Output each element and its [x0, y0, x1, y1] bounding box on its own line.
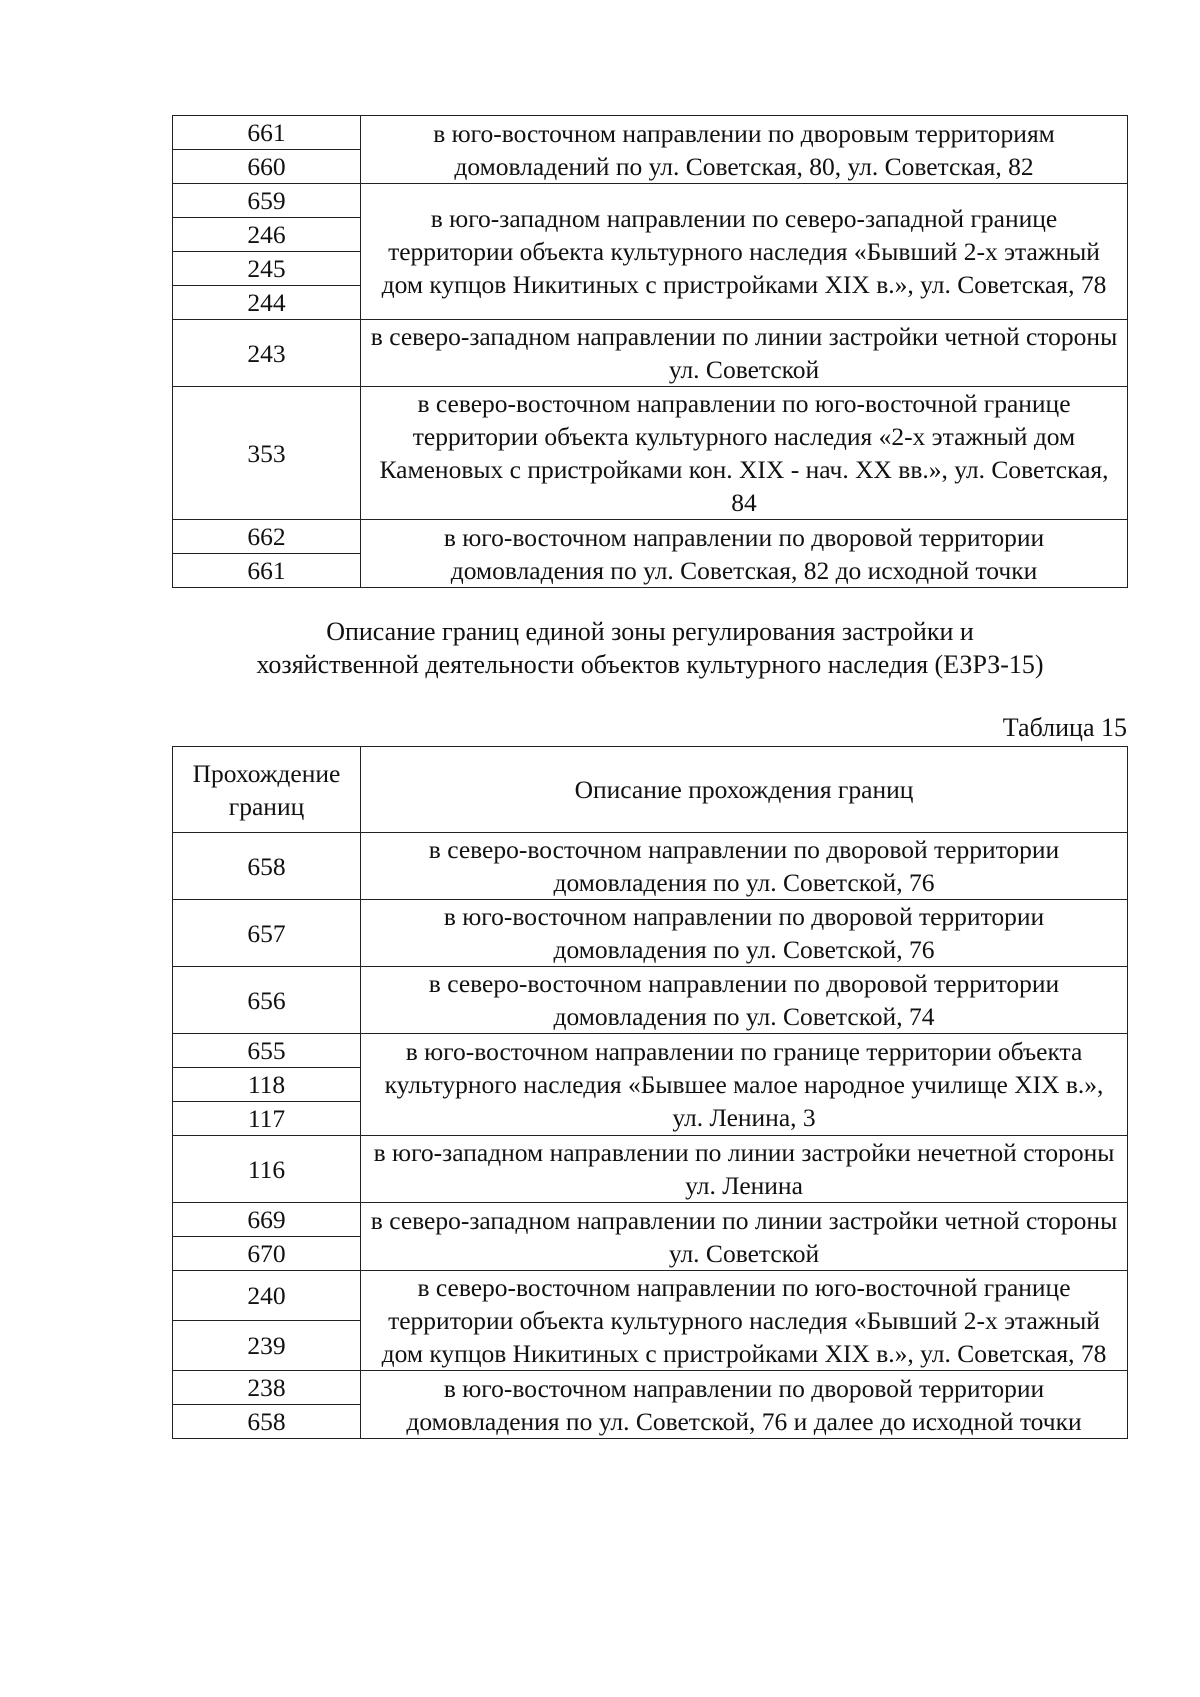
- boundary-description: в северо-восточном направлении по юго-восточной границе территории объекта культурного наследия «Бывший 2-х этажный дом купцов Никитиных с пристройками XIX в.», ул. Советская, 78: [361, 1271, 1128, 1371]
- point-number: 246: [173, 218, 361, 252]
- header-description: Описание прохождения границ: [361, 747, 1128, 833]
- section-heading: [150, 615, 1150, 681]
- point-number: 660: [173, 150, 361, 184]
- table-row: [173, 900, 1128, 967]
- table-row: [173, 967, 1128, 1034]
- boundary-description: в северо-восточном направлении по дворовой территории домовладения по ул. Советской, 74: [361, 967, 1128, 1034]
- table-row: [173, 184, 1128, 218]
- boundary-table-continued: [172, 115, 1128, 588]
- point-number: 657: [173, 900, 361, 967]
- point-number: 656: [173, 967, 361, 1034]
- point-number: 239: [173, 1321, 361, 1371]
- boundary-description: в северо-западном направлении по линии застройки четной стороны ул. Советской: [361, 320, 1128, 387]
- point-number: 662: [173, 520, 361, 554]
- boundary-description: в юго-западном направлении по северо-западной границе территории объекта культурного наследия «Бывший 2-х этажный дом купцов Никитиных с пристройками XIX в.», ул. Советская, 78: [361, 184, 1128, 320]
- point-number: 116: [173, 1136, 361, 1203]
- heading-line: хозяйственной деятельности объектов культурного наследия (ЕЗРЗ-15): [256, 650, 1044, 679]
- boundary-description: в северо-восточном направлении по дворовой территории домовладения по ул. Советской, 76: [361, 833, 1128, 900]
- table-row: [173, 387, 1128, 520]
- boundary-description: в юго-западном направлении по линии застройки нечетной стороны ул. Ленина: [361, 1136, 1128, 1203]
- point-number: 670: [173, 1237, 361, 1271]
- boundary-description: в северо-западном направлении по линии застройки четной стороны ул. Советской: [361, 1203, 1128, 1271]
- boundary-table-15: [172, 746, 1128, 1439]
- table-row: [173, 116, 1128, 150]
- point-number: 661: [173, 554, 361, 588]
- point-number: 655: [173, 1034, 361, 1068]
- table-row: [173, 833, 1128, 900]
- boundary-description: в северо-восточном направлении по юго-восточной границе территории объекта культурного наследия «2-х этажный дом Каменовых с пристройками кон. XIX - нач. XX вв.», ул. Советская, 84: [361, 387, 1128, 520]
- point-number: 240: [173, 1271, 361, 1321]
- point-number: 669: [173, 1203, 361, 1237]
- boundary-description: в юго-восточном направлении по дворовой территории домовладения по ул. Советской, 76 и далее до исходной точки: [361, 1371, 1128, 1439]
- boundary-description: в юго-восточном направлении по границе территории объекта культурного наследия «Бывшее малое народное училище XIX в.», ул. Ленина, 3: [361, 1034, 1128, 1136]
- table-row: [173, 1034, 1128, 1068]
- point-number: 117: [173, 1102, 361, 1136]
- point-number: 238: [173, 1371, 361, 1405]
- point-number: 243: [173, 320, 361, 387]
- table-row: [173, 1203, 1128, 1237]
- table-caption: Таблица 15: [1002, 713, 1127, 742]
- point-number: 659: [173, 184, 361, 218]
- point-number: 661: [173, 116, 361, 150]
- point-number: 244: [173, 286, 361, 320]
- table-row: [173, 520, 1128, 554]
- point-number: 118: [173, 1068, 361, 1102]
- header-points: Прохождение границ: [173, 747, 361, 833]
- point-number: 658: [173, 833, 361, 900]
- point-number: 353: [173, 387, 361, 520]
- boundary-description: в юго-восточном направлении по дворовой территории домовладения по ул. Советская, 82 до исходной точки: [361, 520, 1128, 588]
- table-row: [173, 1271, 1128, 1321]
- table-header-row: [173, 747, 1128, 833]
- table-row: [173, 1371, 1128, 1405]
- heading-line: Описание границ единой зоны регулирования застройки и: [326, 617, 974, 646]
- point-number: 245: [173, 252, 361, 286]
- boundary-description: в юго-восточном направлении по дворовой территории домовладения по ул. Советской, 76: [361, 900, 1128, 967]
- boundary-description: в юго-восточном направлении по дворовым территориям домовладений по ул. Советская, 80, ул. Советская, 82: [361, 116, 1128, 184]
- point-number: 658: [173, 1405, 361, 1439]
- table-row: [173, 320, 1128, 387]
- table-row: [173, 1136, 1128, 1203]
